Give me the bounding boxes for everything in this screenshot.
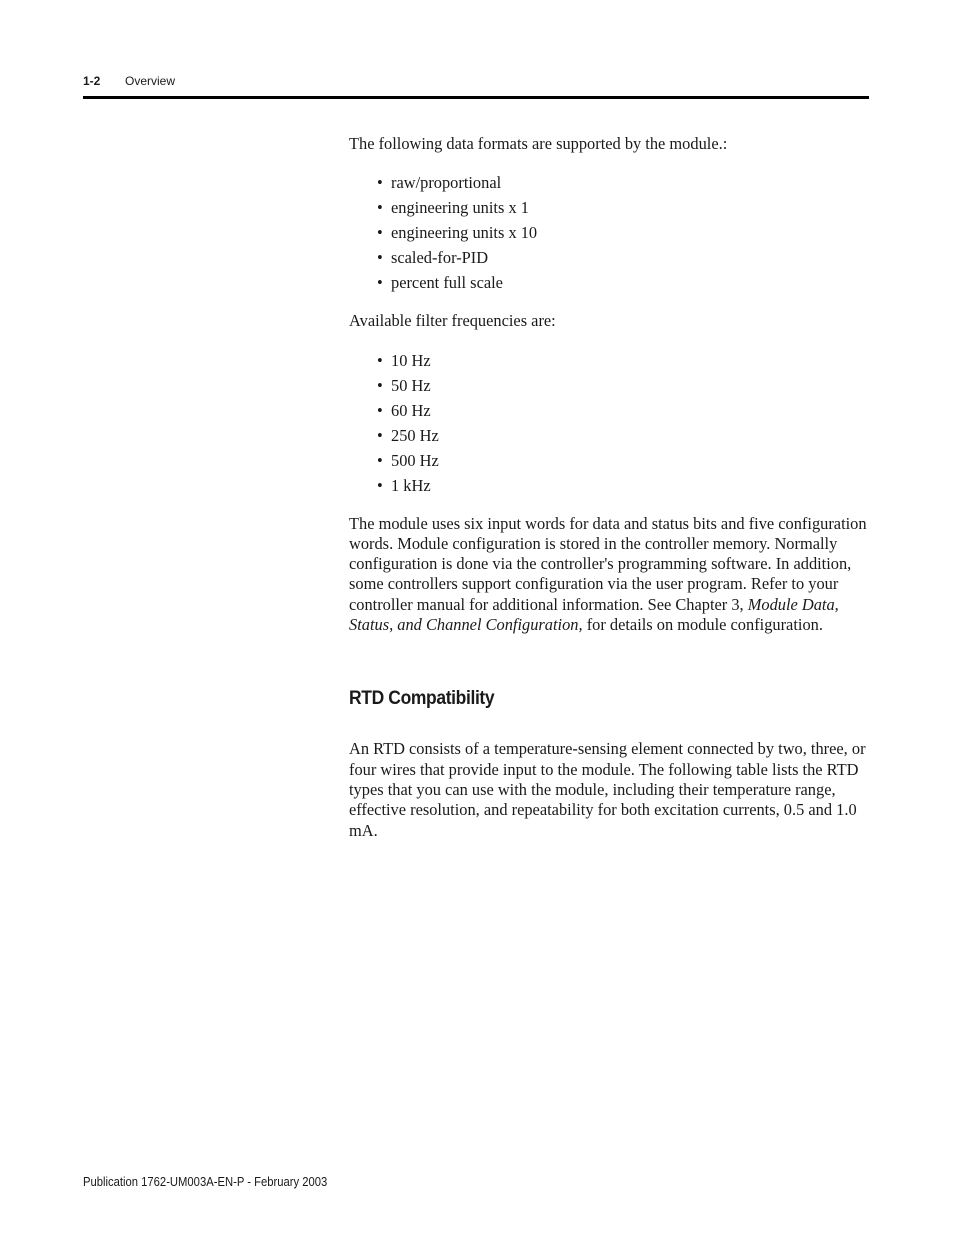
spacer	[349, 154, 869, 170]
chapter-reference: Module Data, Status, and Channel Configuration,	[349, 594, 839, 635]
list-item: • 1 kHz	[377, 473, 869, 498]
page-number: 1-2	[83, 74, 101, 88]
page-header	[83, 73, 869, 89]
spacer	[349, 332, 869, 348]
rtd-paragraph: An RTD consists of a temperature-sensing element connected by two, three, or four wires that provide input to the module. The following table lists the RTD types that you can use with the module, including their temperature range, effective resolution, and repeatability for both excitation currents, 0.5 and 1.0 mA.	[349, 739, 866, 840]
module-paragraph-text: The module uses six input words for data and status bits and five configuration words. Module configuration is stored in the controller memory. Normally configuration is done via the controller's programming software. In addition, some controllers support configuration via the user program. Refer to your controller manual for additional information. See Chapter 3,	[349, 513, 867, 614]
section-name: Overview	[125, 74, 176, 88]
list-item: • scaled-for-PID	[377, 245, 869, 270]
list-item: • 60 Hz	[377, 398, 869, 423]
data-formats-list	[349, 170, 869, 295]
header-rule	[83, 96, 869, 99]
list-item: • percent full scale	[377, 270, 869, 295]
module-paragraph	[349, 514, 869, 636]
module-paragraph-tail: for details on module configuration.	[582, 615, 823, 635]
formats-intro: The following data formats are supported by the module.:	[349, 134, 728, 153]
spacer	[349, 711, 869, 739]
spacer	[349, 295, 869, 311]
list-item: • 500 Hz	[377, 448, 869, 473]
filter-frequencies-list	[349, 348, 869, 498]
filters-intro: Available filter frequencies are:	[349, 311, 556, 331]
page-footer: Publication 1762-UM003A-EN-P - February 2003	[83, 1175, 328, 1189]
spacer	[349, 635, 869, 687]
main-content	[349, 134, 869, 841]
list-item: • raw/proportional	[377, 170, 869, 195]
list-item: • 10 Hz	[377, 348, 869, 373]
section-heading: RTD Compatibility	[349, 688, 495, 710]
list-item: • engineering units x 10	[377, 220, 869, 245]
list-item: • engineering units x 1	[377, 195, 869, 220]
list-item: • 50 Hz	[377, 373, 869, 398]
list-item: • 250 Hz	[377, 423, 869, 448]
spacer	[349, 498, 869, 514]
